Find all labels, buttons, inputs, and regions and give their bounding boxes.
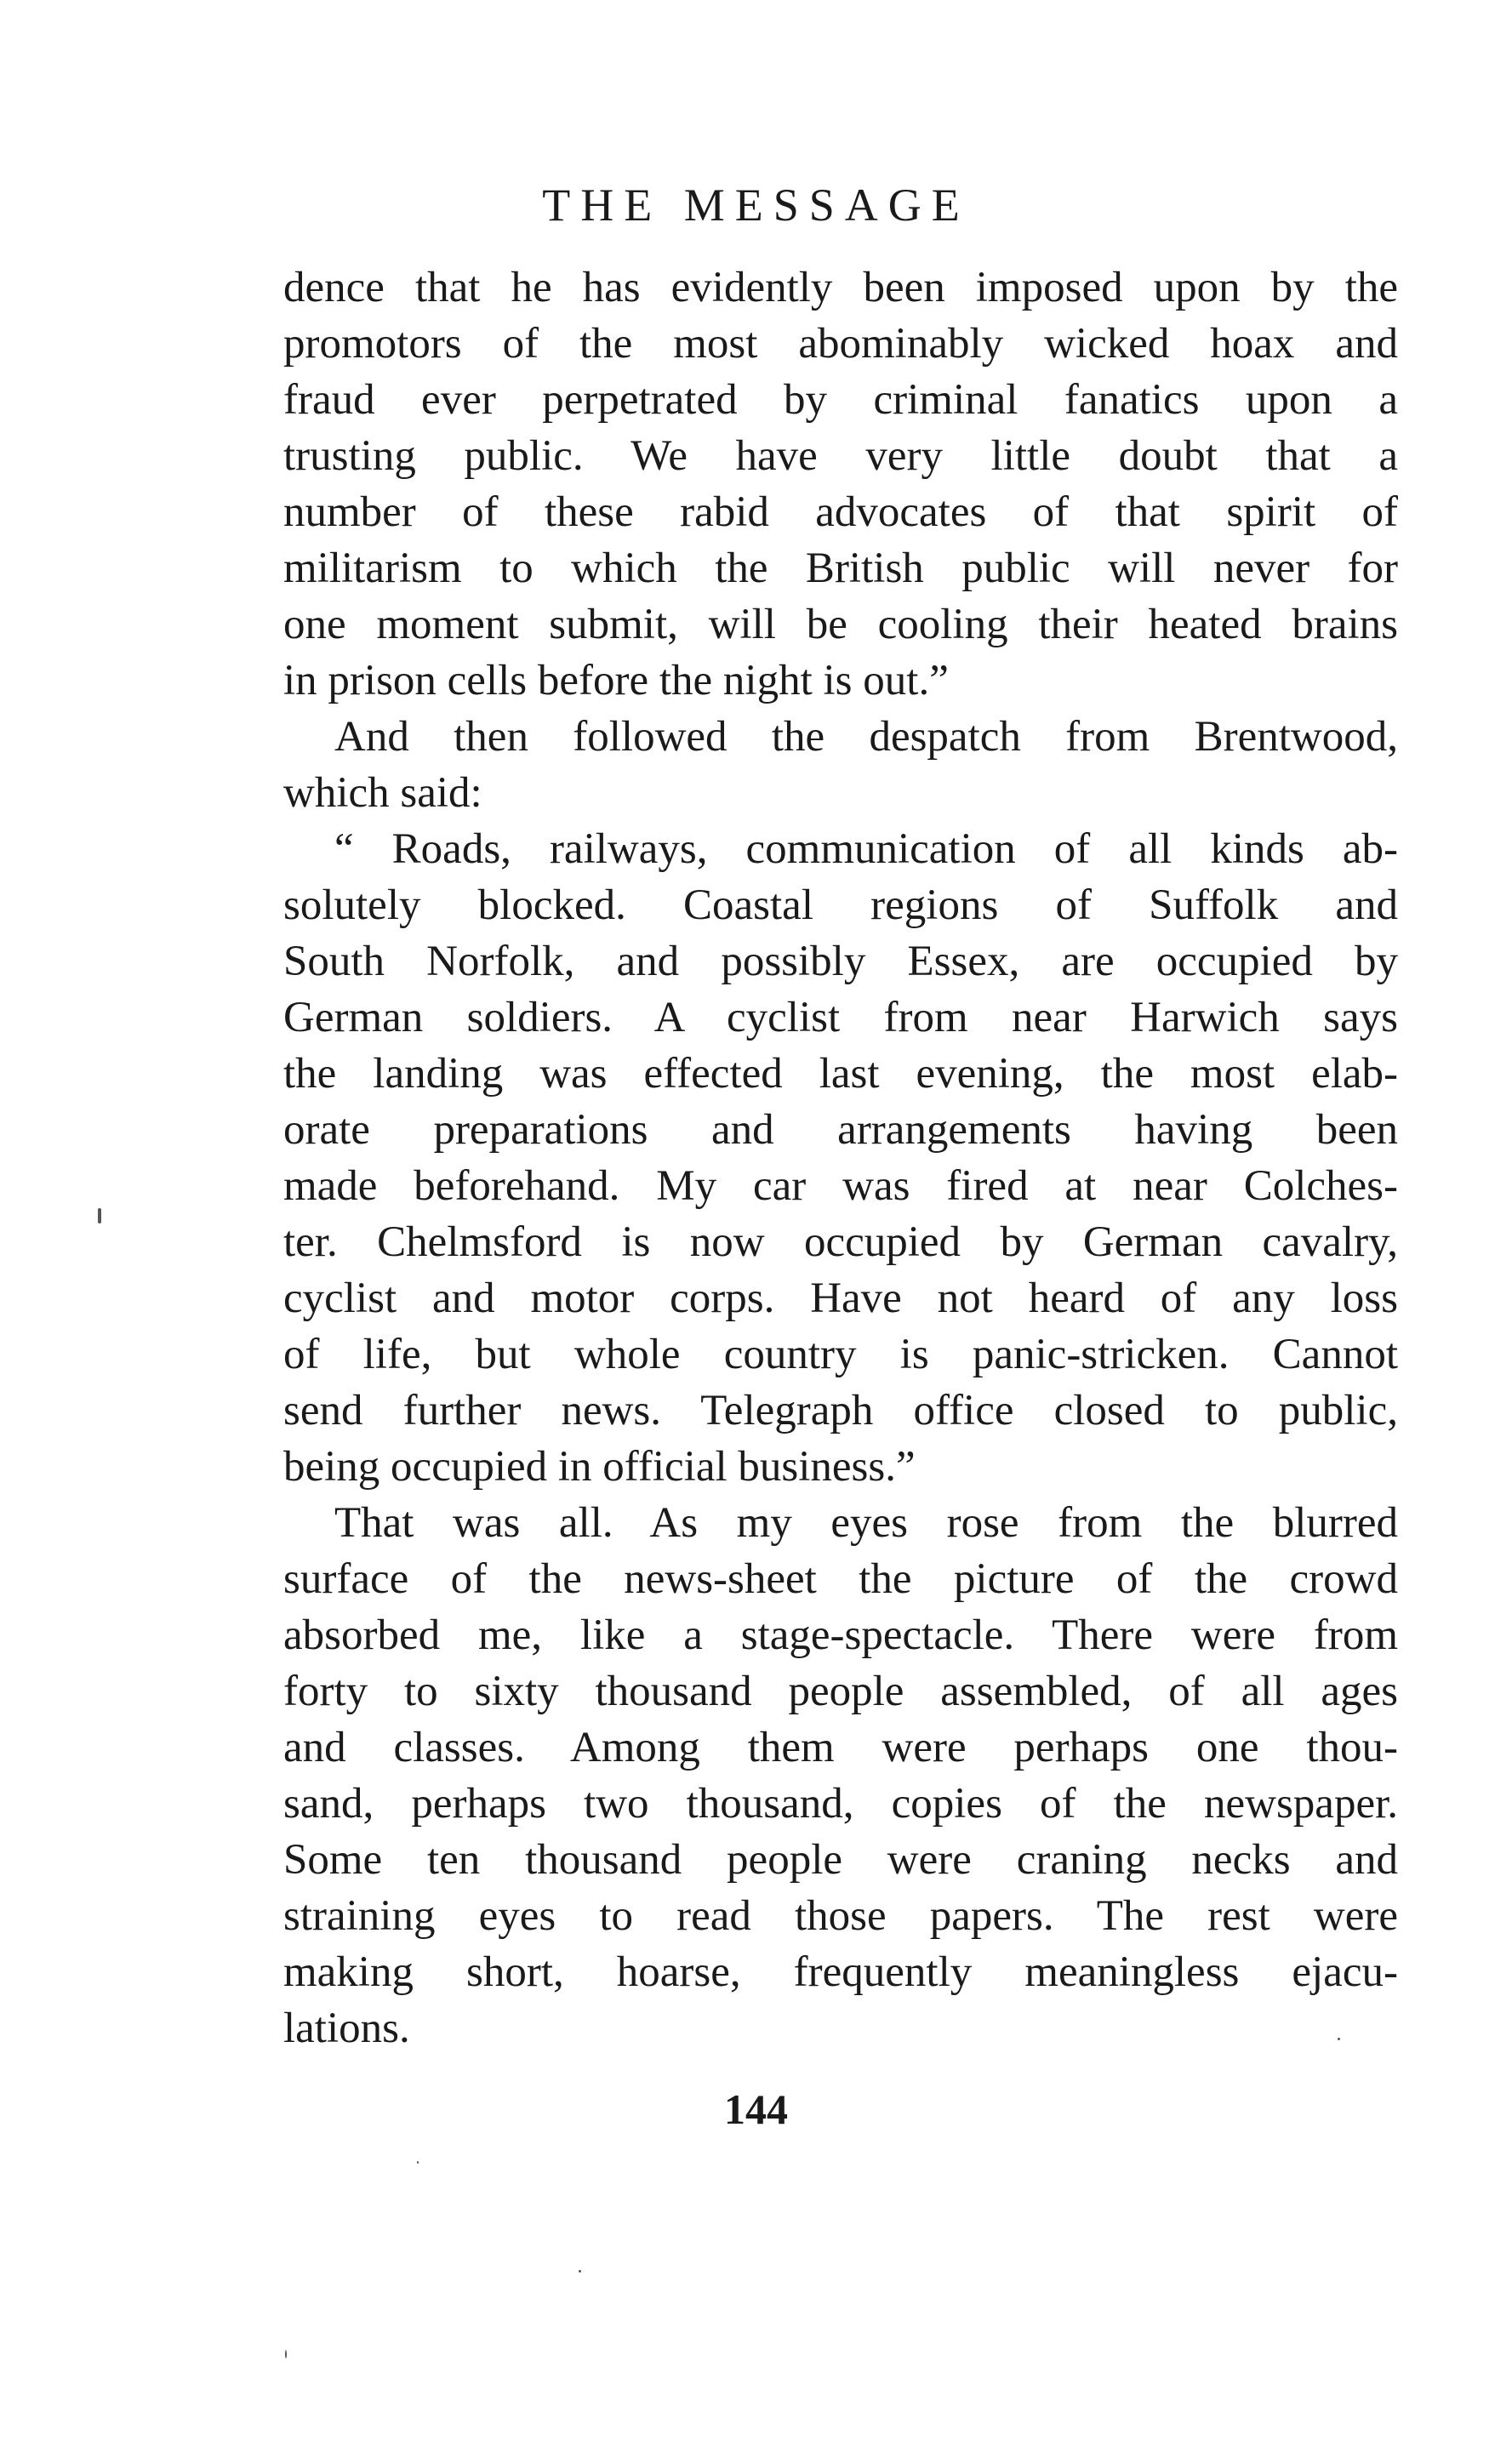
- text-line: ter. Chelmsford is now occupied by German cavalry,: [283, 1218, 1398, 1266]
- scan-mark: [579, 2270, 581, 2273]
- text-line: trusting public. We have very little doubt that a: [283, 432, 1398, 480]
- text-line: absorbed me, like a stage-spectacle. There were from: [283, 1611, 1398, 1659]
- text-line: Some ten thousand people were craning necks and: [283, 1836, 1398, 1884]
- text-line: fraud ever perpetrated by criminal fanatics upon a: [283, 376, 1398, 424]
- text-line: number of these rabid advocates of that spirit of: [283, 488, 1398, 536]
- text-line: lations.: [283, 2005, 410, 2052]
- page-number: 144: [724, 2085, 788, 2133]
- text-line: of life, but whole country is panic-stricken. Cannot: [283, 1331, 1398, 1378]
- text-line: militarism to which the British public will never for: [283, 545, 1398, 592]
- text-line: And then followed the despatch from Brentwood,: [334, 713, 1398, 761]
- text-line: surface of the news-sheet the picture of the crowd: [283, 1555, 1398, 1603]
- text-line: made beforehand. My car was fired at near Colches-: [283, 1162, 1398, 1210]
- text-line: cyclist and motor corps. Have not heard of any loss: [283, 1275, 1398, 1322]
- text-line: the landing was effected last evening, the most elab-: [283, 1050, 1398, 1098]
- text-line: one moment submit, will be cooling their heated brains: [283, 601, 1398, 648]
- text-line: German soldiers. A cyclist from near Harwich says: [283, 994, 1398, 1041]
- scan-mark: [98, 1208, 101, 1223]
- text-line: “ Roads, railways, communication of all kinds ab-: [334, 825, 1398, 873]
- text-line: solutely blocked. Coastal regions of Suffolk and: [283, 881, 1398, 929]
- body-text: [283, 259, 1398, 2056]
- text-line: send further news. Telegraph office closed to public,: [283, 1387, 1398, 1434]
- text-line: That was all. As my eyes rose from the blurred: [334, 1499, 1398, 1547]
- text-line: and classes. Among them were perhaps one thou-: [283, 1724, 1398, 1771]
- scan-mark: [1338, 2038, 1340, 2040]
- text-line: promotors of the most abominably wicked hoax and: [283, 320, 1398, 368]
- scan-mark: [285, 2350, 287, 2358]
- text-line: making short, hoarse, frequently meaningless ejacu-: [283, 1948, 1398, 1996]
- text-line: forty to sixty thousand people assembled, of all ages: [283, 1668, 1398, 1715]
- text-line: straining eyes to read those papers. The rest were: [283, 1892, 1398, 1940]
- running-head: THE MESSAGE: [542, 180, 970, 231]
- text-line: being occupied in official business.”: [283, 1443, 916, 1491]
- text-line: in prison cells before the night is out.”: [283, 657, 949, 704]
- text-line: which said:: [283, 769, 482, 817]
- text-line: sand, perhaps two thousand, copies of the newspaper.: [283, 1780, 1398, 1828]
- text-line: dence that he has evidently been imposed upon by the: [283, 264, 1398, 311]
- text-line: South Norfolk, and possibly Essex, are occupied by: [283, 938, 1398, 985]
- text-line: orate preparations and arrangements having been: [283, 1106, 1398, 1154]
- scan-mark: [417, 2161, 419, 2164]
